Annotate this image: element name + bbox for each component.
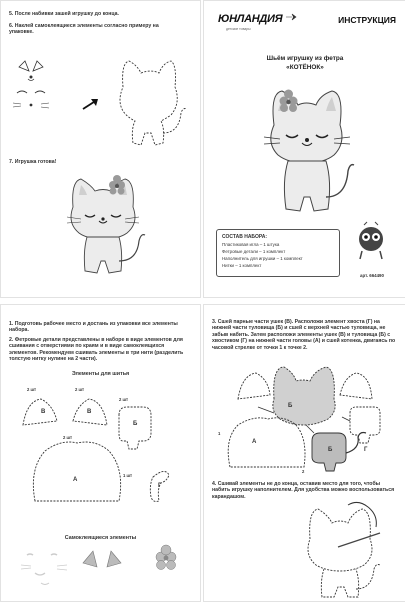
part-letter: Б bbox=[288, 403, 293, 409]
product-title-line1: Шьём игрушку из фетра bbox=[266, 55, 344, 62]
assembly-diagram bbox=[216, 363, 396, 473]
qty-label: 2 шт bbox=[27, 387, 37, 392]
kit-item: Наполнитель для игрушки – 1 комплект bbox=[222, 256, 303, 261]
sewing-parts-illustration bbox=[15, 385, 185, 515]
step-7-text: 7. Игрушка готова! bbox=[9, 159, 57, 165]
step-3-text: 3. Сшей парные части ушек (В). Расположи элемент хвоста (Г) на нижней части туловища (Б) и сшей с верхней частью туловища, не забыв набить. Затем расположи элементы ушек (В) и туловища (Б) с хвостиком (Г) на нижней части головы (А) и сшей котенка, двигаясь по часовой стрелке от точки 1 к точке 2. bbox=[212, 319, 396, 351]
sticker-parts-illustration bbox=[11, 59, 81, 119]
self-adhesive-title: Самоклеящиеся элементы bbox=[64, 535, 137, 541]
kit-title: СОСТАВ НАБОРА: bbox=[222, 234, 268, 240]
article-number: арт. 664490 bbox=[360, 273, 384, 278]
part-letter: Б bbox=[328, 447, 333, 453]
step-6-text: 6. Наклей самоклеящиеся элементы согласно примеру на упаковке. bbox=[9, 23, 159, 36]
cover-kitten-illustration bbox=[254, 81, 359, 216]
part-letter: А bbox=[252, 439, 257, 445]
cat-dotted-outline-illustration bbox=[101, 53, 196, 153]
instruction-page-4 bbox=[203, 304, 405, 602]
stuffing-kitten-illustration bbox=[292, 501, 392, 599]
kit-item: Нитки – 1 комплект bbox=[222, 263, 262, 268]
instruction-page-cover bbox=[203, 0, 405, 298]
brand-subtitle: детские товары bbox=[226, 27, 251, 31]
part-letter: Г bbox=[364, 447, 368, 453]
arrow-icon bbox=[81, 97, 101, 111]
self-adhesive-parts-illustration bbox=[21, 545, 191, 595]
step-2-text: 2. Фетровые детали представлены в наборе в виде элементов для сшивания с отверстиями по краям и в виде самоклеящихся элементов. Рекомендуем сшивать элементы в три нити (разделить толстую нитку нулине на 2 части). bbox=[9, 337, 184, 363]
instruction-page-1 bbox=[0, 0, 201, 298]
kit-item: Фетровые детали – 1 комплект bbox=[222, 249, 286, 254]
star-icon bbox=[286, 13, 298, 21]
kit-item: Пластиковая игла – 1 штука bbox=[222, 242, 280, 247]
instruction-header: ИНСТРУКЦИЯ bbox=[338, 15, 396, 25]
step-4-text: 4. Сшивай элементы не до конца, оставив место для того, чтобы набить игрушку наполнителем. Для удобства можно воспользоваться карандашом. bbox=[212, 481, 395, 500]
finished-kitten-illustration bbox=[53, 171, 153, 281]
kit-contents-box bbox=[216, 229, 340, 277]
brand-logo: ЮНЛАНДИЯ bbox=[218, 13, 283, 25]
part-letter: Г bbox=[158, 483, 162, 489]
product-title-line2: «КОТЁНОК» bbox=[286, 64, 324, 71]
point-label: 1 bbox=[218, 431, 221, 436]
part-letter: В bbox=[41, 409, 46, 415]
part-letter: Б bbox=[133, 421, 138, 427]
qty-label: 2 шт bbox=[119, 397, 129, 402]
step-1-text: 1. Подготовь рабочее место и достань из упаковки все элементы набора. bbox=[9, 321, 178, 334]
point-label: 2 bbox=[302, 469, 305, 474]
sewing-elements-title: Элементы для шитья bbox=[71, 371, 130, 377]
instruction-page-3 bbox=[0, 304, 201, 602]
part-letter: В bbox=[87, 409, 92, 415]
qty-label: 1 шт bbox=[123, 473, 133, 478]
step-5-text: 5. После набивки зашей игрушку до конца. bbox=[9, 11, 119, 17]
mascot-icon bbox=[354, 221, 388, 263]
qty-label: 2 шт bbox=[75, 387, 85, 392]
part-letter: А bbox=[73, 477, 78, 483]
qty-label: 2 шт bbox=[63, 435, 73, 440]
